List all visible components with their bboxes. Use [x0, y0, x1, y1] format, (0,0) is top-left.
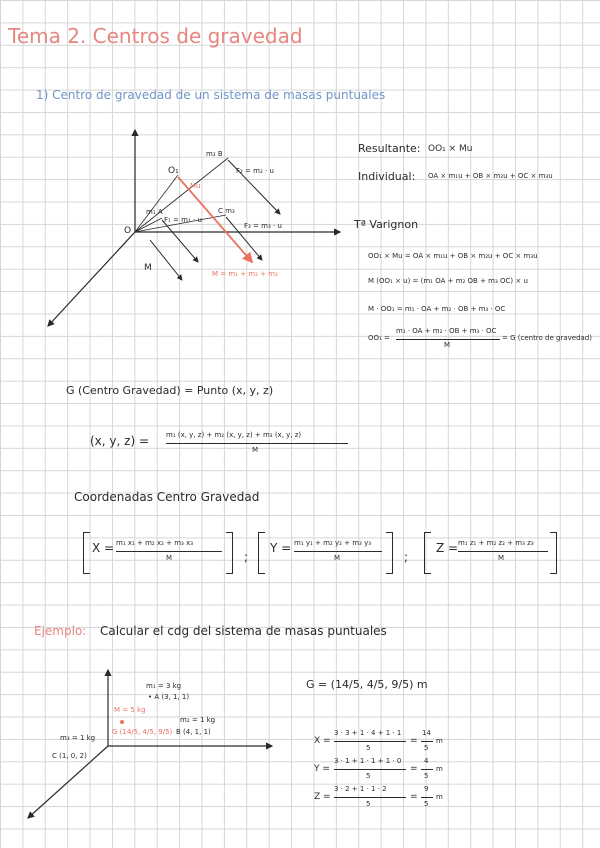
g-dot	[120, 720, 124, 724]
varignon-eq1: OO₁ × Mu = OA × m₁u + OB × m₂u + OC × m₃u	[368, 252, 538, 260]
ex-y-lhs: Y =	[314, 764, 330, 774]
ex-y-num: 3 · 1 + 1 · 1 + 1 · 0	[334, 757, 402, 765]
varignon-eq4-lhs: OO₁ =	[368, 334, 390, 342]
ex-z-res-num: 9	[424, 785, 429, 793]
label-f2: F₂ = m₂ · u	[236, 167, 274, 175]
ex-y-res-bar	[421, 769, 433, 770]
xyz-numerator: m₁ (x, y, z) + m₂ (x, y, z) + m₃ (x, y, z)	[166, 431, 302, 439]
ex-y-den: 5	[366, 772, 371, 780]
label-mu: Mu	[190, 182, 201, 190]
ex-x-bar	[334, 741, 406, 742]
varignon-eq4-rhs: = G (centro de gravedad)	[502, 334, 592, 342]
ex-x-res-den: 5	[424, 744, 429, 752]
varignon-eq2: M (OO₁ × u) = (m₁ OA + m₂ OB + m₃ OC) × u	[368, 277, 528, 285]
ex-y-res-den: 5	[424, 772, 429, 780]
ex-z-res-bar	[421, 797, 433, 798]
ex-y-unit: m	[436, 765, 443, 773]
ex-x-lhs: X =	[314, 736, 331, 746]
coord-z-lhs: Z =	[436, 541, 459, 555]
individual-label: Individual:	[358, 170, 416, 183]
varignon-eq4-num: m₁ · OA + m₂ · OB + m₃ · OC	[396, 327, 497, 335]
ex-g-point: G (14/5, 4/5, 9/5)	[112, 728, 173, 736]
coord-z-den: M	[498, 554, 505, 562]
varignon-eq4-den: M	[444, 341, 451, 349]
sep-1: ;	[244, 550, 249, 564]
ex-x-eq: =	[410, 736, 418, 746]
ex-m3-mass: m₃ = 1 kg	[60, 734, 96, 742]
label-o1: O₁	[168, 166, 179, 176]
ex-z-num: 3 · 2 + 1 · 1 · 2	[334, 785, 387, 793]
example-label: Ejemplo:	[34, 624, 87, 638]
coord-y-num: m₁ y₁ + m₂ y₂ + m₃ y₃	[294, 539, 372, 547]
coords-heading: Coordenadas Centro Gravedad	[74, 490, 260, 504]
ex-x-res-bar	[421, 741, 433, 742]
label-msum: M = m₁ + m₂ + m₃	[212, 270, 278, 278]
sep-2: ;	[404, 550, 409, 564]
xyz-denominator: M	[252, 446, 259, 454]
ex-z-lhs: Z =	[314, 792, 331, 802]
ex-y-eq: =	[410, 764, 418, 774]
ex-point-a: • A (3, 1, 1)	[148, 693, 190, 701]
ex-point-c: C (1, 0, 2)	[52, 752, 87, 760]
coord-x-den: M	[166, 554, 173, 562]
ex-total-mass: M = 5 kg	[114, 706, 146, 714]
ex-z-den: 5	[366, 800, 371, 808]
coord-x-lhs: X =	[92, 541, 115, 555]
ex-result: G = (14/5, 4/5, 9/5) m	[306, 678, 428, 691]
resultante-label: Resultante:	[358, 142, 421, 155]
label-mass-a: m₁ A	[146, 208, 163, 216]
page-title: Tema 2. Centros de gravedad	[8, 24, 303, 48]
label-mass-c: C m₃	[218, 207, 235, 215]
individual-expr: OA × m₁u + OB × m₂u + OC × m₃u	[428, 172, 553, 180]
ex-z-bar	[334, 797, 406, 798]
coord-x-num: m₁ x₁ + m₂ x₂ + m₃ x₃	[116, 539, 194, 547]
ex-point-b: B (4, 1, 1)	[176, 728, 211, 736]
section-heading: 1) Centro de gravedad de un sistema de masas puntuales	[36, 88, 386, 102]
label-m: M	[144, 263, 152, 273]
resultante-expr: OO₁ × Mu	[428, 144, 473, 154]
ex-y-bar	[334, 769, 406, 770]
label-f1: F₁ = m₁ · u	[164, 216, 202, 224]
label-mass-b: m₂ B	[206, 150, 223, 158]
example-statement: Calcular el cdg del sistema de masas puntuales	[100, 624, 387, 638]
coord-y-den: M	[334, 554, 341, 562]
ex-x-num: 3 · 3 + 1 · 4 + 1 · 1	[334, 729, 402, 737]
ex-y-res-num: 4	[424, 757, 429, 765]
ex-x-unit: m	[436, 737, 443, 745]
ex-m2-mass: m₂ = 1 kg	[180, 716, 216, 724]
label-f3: F₃ = m₃ · u	[244, 222, 282, 230]
ex-z-unit: m	[436, 793, 443, 801]
ex-x-res-num: 14	[422, 729, 431, 737]
coord-y-lhs: Y =	[270, 541, 292, 555]
varignon-title: Tª Varignon	[354, 218, 419, 231]
ex-z-eq: =	[410, 792, 418, 802]
g-definition: G (Centro Gravedad) = Punto (x, y, z)	[66, 384, 274, 397]
ex-z-res-den: 5	[424, 800, 429, 808]
ex-x-den: 5	[366, 744, 371, 752]
xyz-lhs: (x, y, z) =	[90, 434, 149, 448]
varignon-eq3: M · OO₁ = m₁ · OA + m₂ · OB + m₃ · OC	[368, 305, 506, 313]
coord-z-num: m₁ z₁ + m₂ z₂ + m₃ z₃	[458, 539, 534, 547]
ex-m1-mass: m₁ = 3 kg	[146, 682, 182, 690]
label-origin: O	[124, 226, 132, 236]
